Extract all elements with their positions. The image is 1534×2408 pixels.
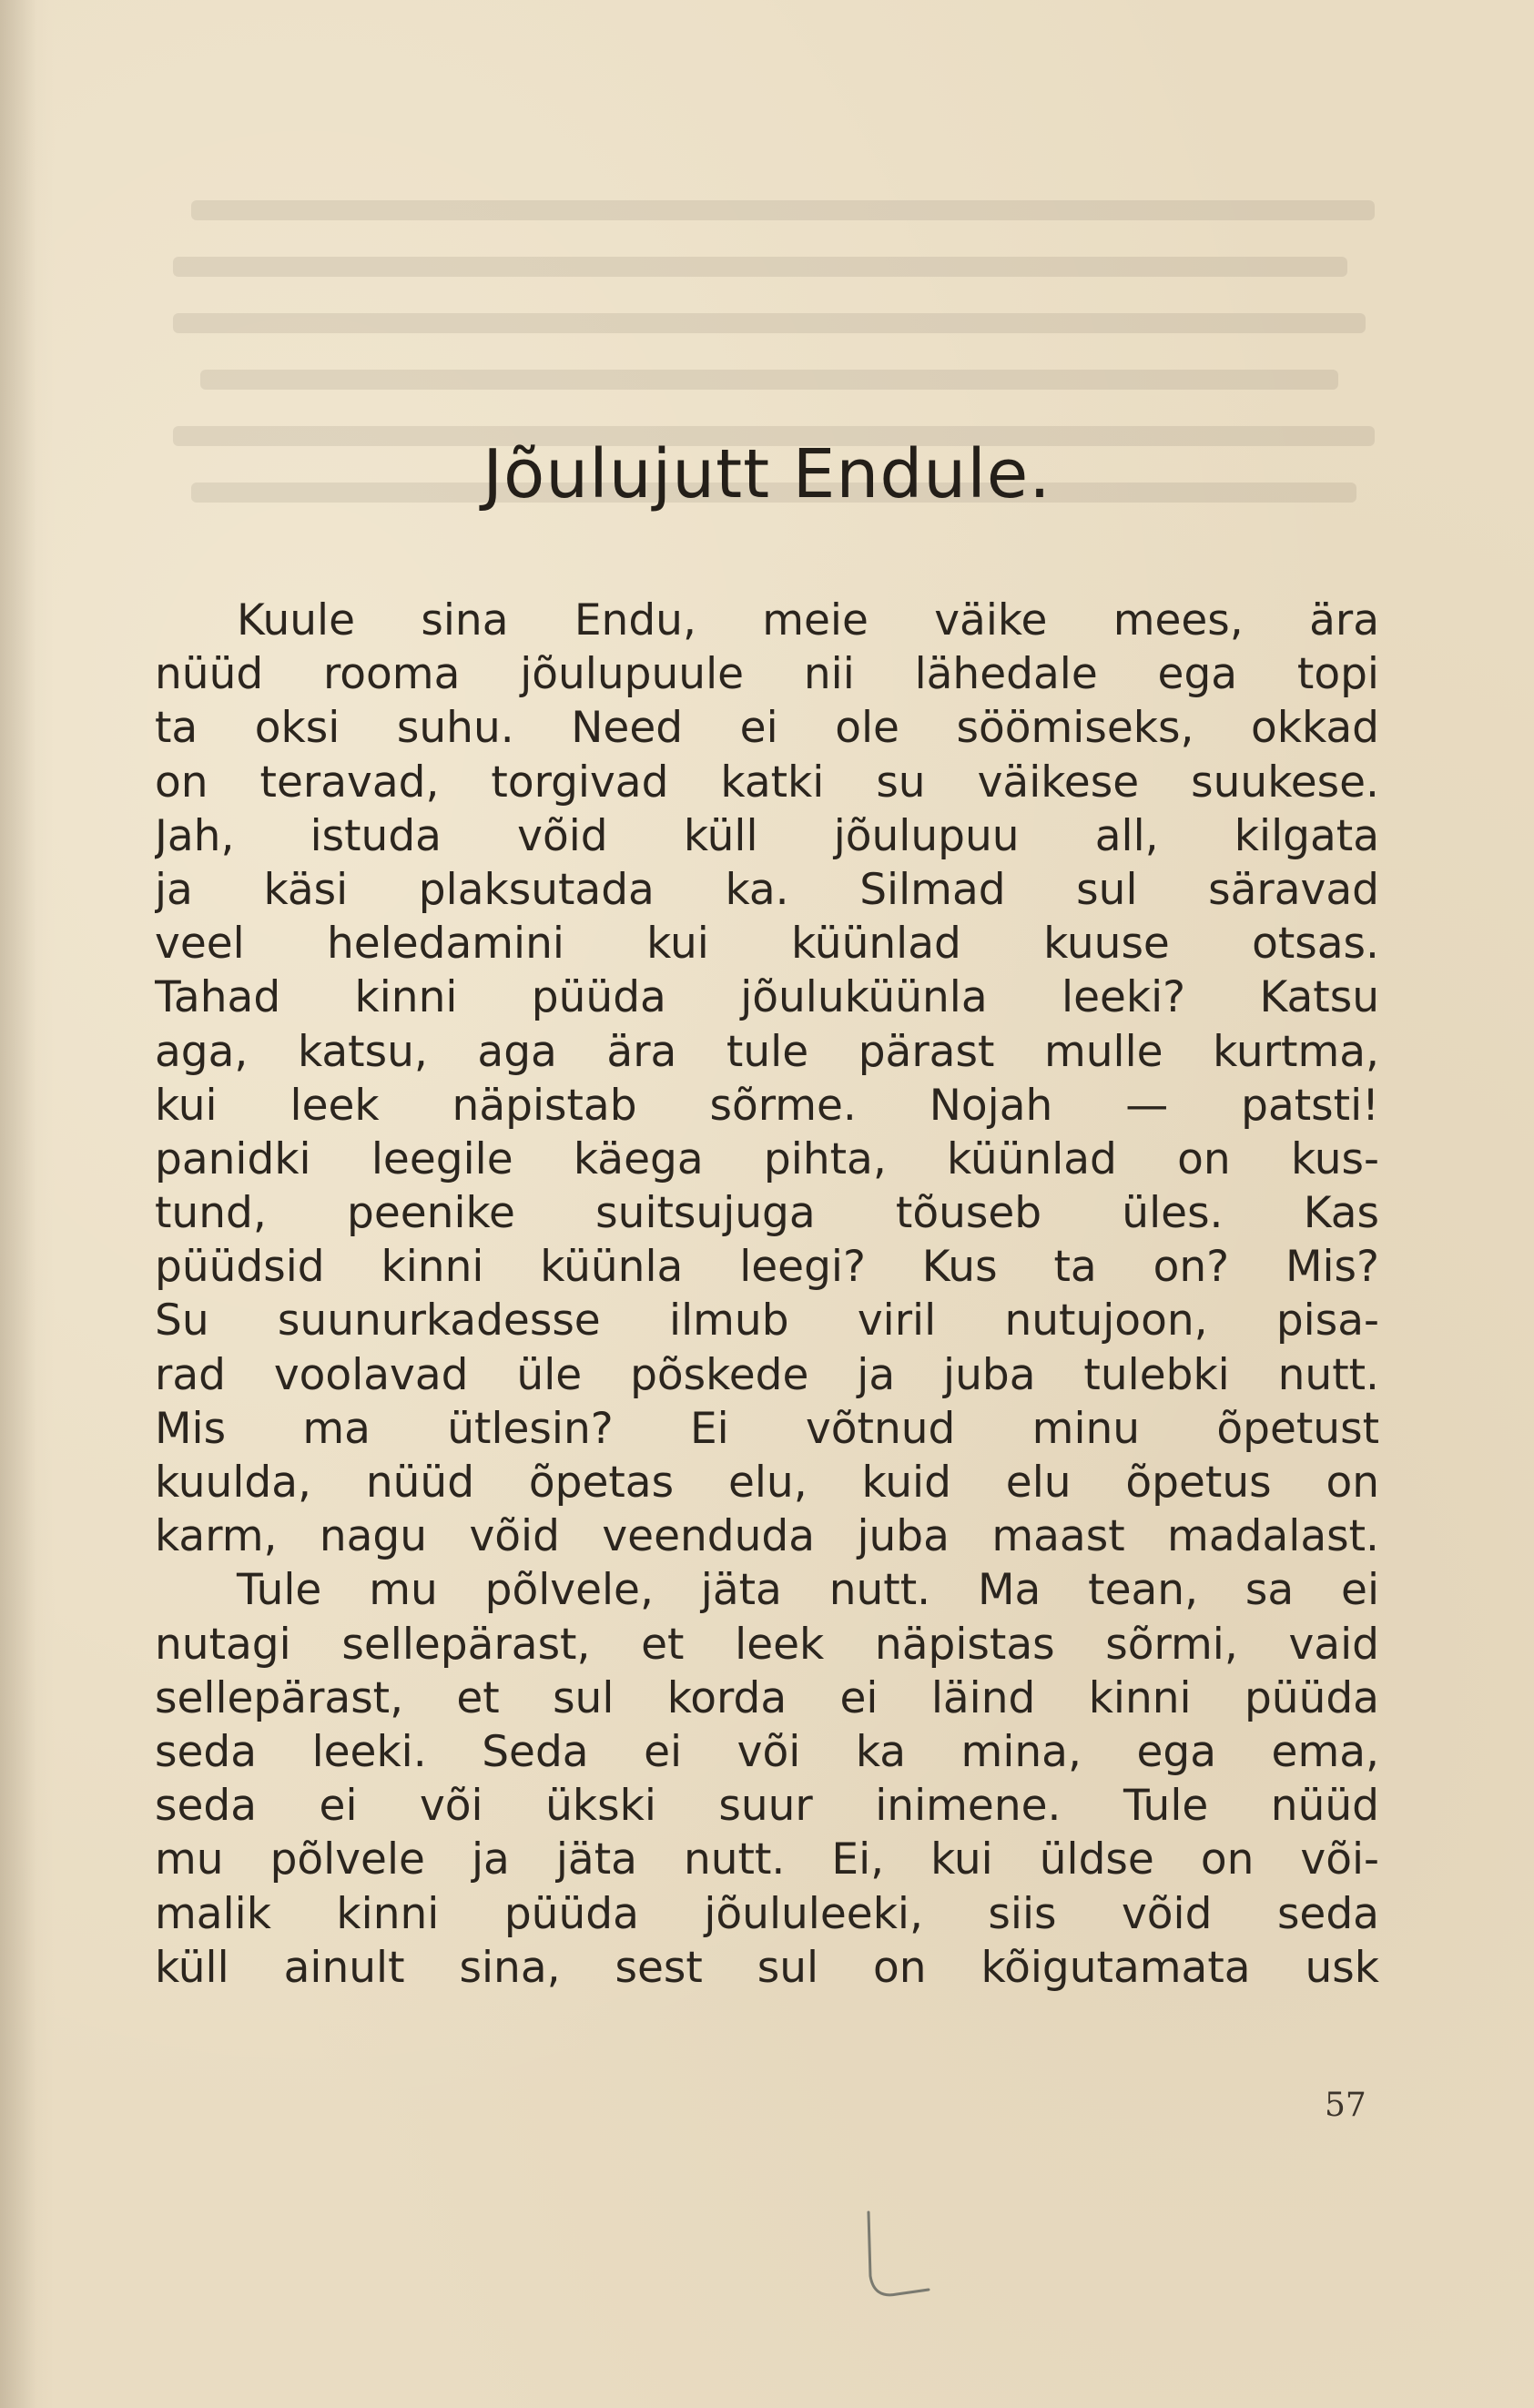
text-line: mu põlvele ja jäta nutt. Ei, kui üldse on või- — [155, 1834, 1379, 1885]
paragraph-2 — [155, 1563, 1379, 1995]
text-line: püüdsid kinni küünla leegi? Kus ta on? Mis? — [155, 1242, 1379, 1293]
page-number: 57 — [1325, 2087, 1366, 2124]
page-title: Jõulujutt Endule. — [483, 435, 1051, 513]
text-line: rad voolavad üle põskede ja juba tulebki nutt. — [155, 1349, 1379, 1400]
text-line: Kuule sina Endu, meie väike mees, ära — [237, 595, 1379, 645]
text-line: Tahad kinni püüda jõuluküünla leeki? Katsu — [155, 972, 1379, 1023]
text-line: ta oksi suhu. Need ei ole söömiseks, okkad — [155, 703, 1379, 754]
text-line: Mis ma ütlesin? Ei võtnud minu õpetust — [155, 1403, 1379, 1454]
text-line: sellepärast, et sul korda ei läind kinni püüda — [155, 1672, 1379, 1723]
text-line: malik kinni püüda jõululeeki, siis võid seda — [155, 1888, 1379, 1939]
text-line: kuulda, nüüd õpetas elu, kuid elu õpetus on — [155, 1458, 1379, 1508]
text-line: kui leek näpistab sõrme. Nojah — patsti! — [155, 1080, 1379, 1131]
text-line: nutagi sellepärast, et leek näpistas sõrmi, vaid — [155, 1619, 1379, 1670]
text-line: ja käsi plaksutada ka. Silmad sul säravad — [155, 864, 1379, 915]
text-line: karm, nagu võid veenduda juba maast madalast. — [155, 1511, 1379, 1562]
paragraph-1 — [155, 594, 1379, 1563]
text-line: Jah, istuda võid küll jõulupuu all, kilgata — [155, 810, 1379, 861]
text-line: Su suunurkadesse ilmub viril nutujoon, pisa- — [155, 1295, 1379, 1346]
text-line: seda ei või ükski suur inimene. Tule nüüd — [155, 1781, 1379, 1832]
body-text — [155, 594, 1379, 1995]
text-line: on teravad, torgivad katki su väikese suukese. — [155, 757, 1379, 808]
pencil-mark-icon — [856, 2203, 965, 2312]
page-spine-shadow — [0, 0, 36, 2408]
text-line: aga, katsu, aga ära tule pärast mulle kurtma, — [155, 1026, 1379, 1077]
text-line: nüüd rooma jõulupuule nii lähedale ega topi — [155, 649, 1379, 700]
text-line: seda leeki. Seda ei või ka mina, ega ema, — [155, 1726, 1379, 1777]
text-line: Tule mu põlvele, jäta nutt. Ma tean, sa ei — [237, 1565, 1379, 1616]
text-line: veel heledamini kui küünlad kuuse otsas. — [155, 919, 1379, 970]
text-line: tund, peenike suitsujuga tõuseb üles. Kas — [155, 1188, 1379, 1239]
text-line: panidki leegile käega pihta, küünlad on kus- — [155, 1133, 1379, 1184]
text-line: küll ainult sina, sest sul on kõigutamata usk — [155, 1942, 1379, 1993]
